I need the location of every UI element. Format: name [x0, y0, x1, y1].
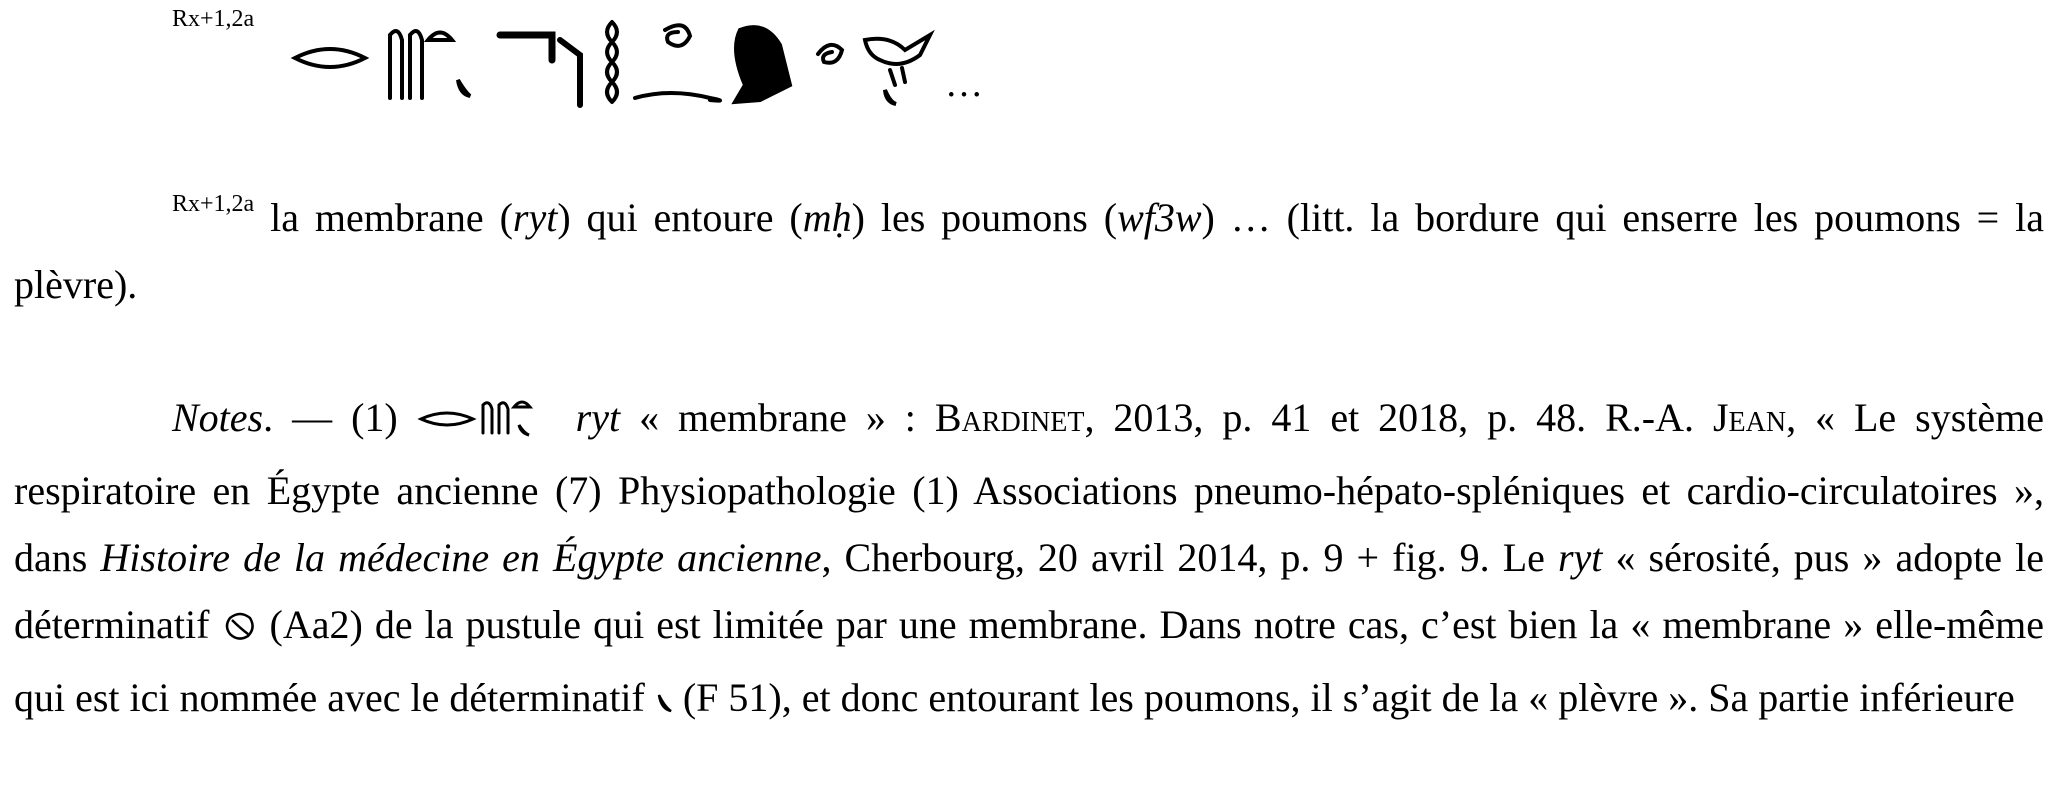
pustule-determinative-icon	[222, 597, 258, 664]
coil-glyph	[818, 45, 842, 63]
notes-text-1: . — (1)	[263, 395, 417, 440]
term-ryt: ryt	[512, 195, 558, 240]
translation-paragraph	[14, 184, 2044, 318]
loaf-glyph	[428, 33, 452, 41]
translation-text-3: ) les poumons (	[851, 195, 1118, 240]
notes-term-ryt: ryt	[575, 395, 621, 440]
ryt-hieroglyph-icon	[417, 390, 557, 457]
notes-text-4: , « Le système respiratoire en Égypte ancienne (7) Physiopathologie (1) Associations pneumo-hépato-spléniques et cardio-circulatoires », dans	[14, 395, 2045, 580]
notes-text-5: , Cherbourg, 20 avril 2014, p. 9 + fig. 9. Le	[821, 535, 1558, 580]
publication-title: Histoire de la médecine en Égypte ancienne	[100, 535, 822, 580]
notes-text-7: (Aa2) de la pustule qui est limitée par une membrane. Dans notre cas, c’est bien la « membrane » elle-même qui est ici nommée avec le déterminatif	[14, 602, 2045, 720]
translation-text-2: ) qui entoure (	[557, 195, 803, 240]
term-wf3w: wf3w	[1117, 195, 1202, 240]
translation-reference: Rx+1,2a	[172, 191, 255, 217]
hieroglyph-sequence-image	[290, 10, 1010, 110]
reed-glyph	[390, 31, 402, 98]
flesh-determinative-icon	[655, 670, 673, 737]
arm-glyph	[500, 35, 552, 60]
mouth-glyph	[295, 49, 365, 67]
bird-glyph	[865, 35, 930, 64]
translation-text-4: ) … (litt. la bordure qui enserre les poumons = la plèvre).	[14, 195, 2044, 307]
quail-chick-glyph	[665, 25, 690, 46]
hieroglyph-ellipsis: …	[945, 63, 983, 105]
flesh-glyph-2	[885, 90, 896, 104]
notes-text-8: (F 51), et donc entourant les poumons, il s’agit de la « plèvre ». Sa partie inférieure	[672, 675, 2015, 720]
twisted-flax-glyph	[607, 22, 617, 102]
notes-text-3: , 2013, p. 41 et 2018, p. 48. R.-A.	[1084, 395, 1713, 440]
translation-text-1: la membrane (	[254, 195, 513, 240]
notes-paragraph	[14, 384, 2044, 737]
notes-term-ryt-2: ryt	[1557, 535, 1603, 580]
flesh-glyph	[458, 80, 470, 96]
author-bardinet: Bardinet	[934, 395, 1085, 440]
vulture-glyph	[735, 27, 790, 102]
horned-viper-glyph	[635, 93, 720, 101]
author-jean: Jean	[1712, 395, 1787, 440]
notes-text-2: « membrane » :	[620, 395, 935, 440]
hieroglyph-sequence	[290, 10, 1010, 110]
notes-label: Notes	[172, 395, 264, 440]
term-mh: mḥ	[802, 195, 852, 240]
notes-text-6: « sérosité, pus » adopte le déterminatif	[14, 535, 2044, 647]
hieroglyph-line-reference: Rx+1,2a	[172, 6, 255, 32]
